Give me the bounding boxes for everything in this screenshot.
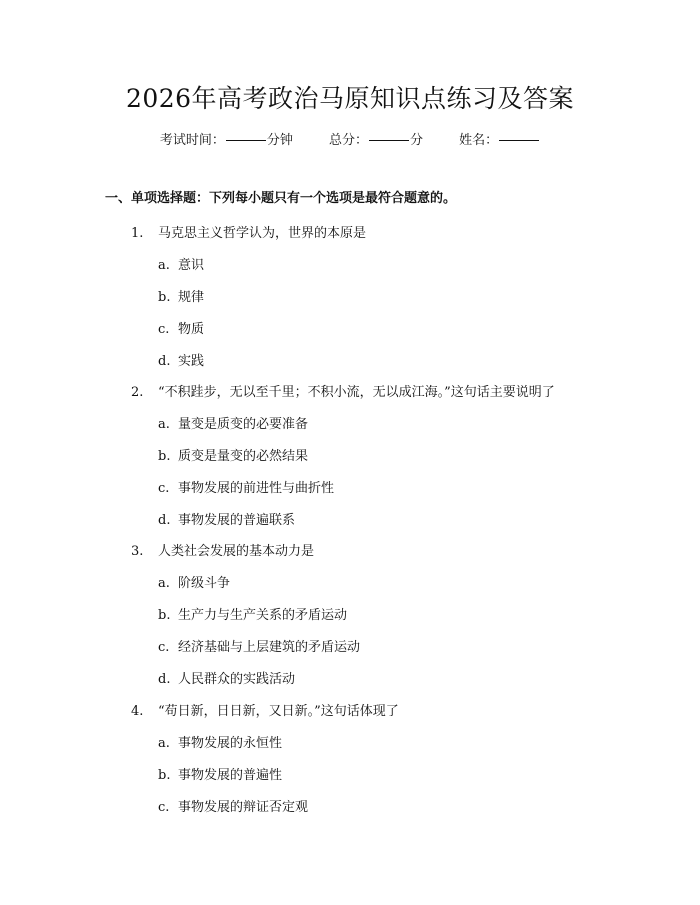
option-text: 实践 — [178, 354, 205, 369]
question-4-option-b — [158, 767, 282, 785]
time-blank — [226, 140, 266, 141]
question-number: 3. — [131, 544, 144, 559]
question-3-option-c — [158, 639, 360, 657]
option-label: b. — [158, 449, 171, 464]
option-label: c. — [158, 800, 170, 815]
exam-score — [329, 132, 423, 150]
question-text: “不积跬步，无以至千里；不积小流，无以成江海。”这句话主要说明了 — [158, 385, 555, 400]
question-2-option-d — [158, 512, 295, 530]
question-1-option-b — [158, 289, 204, 307]
question-3-option-b — [158, 607, 347, 625]
question-1-option-a — [158, 257, 204, 275]
option-text: 事物发展的前进性与曲折性 — [178, 481, 335, 496]
option-label: b. — [158, 608, 171, 623]
question-1 — [131, 225, 366, 243]
option-label: b. — [158, 768, 171, 783]
question-3-option-a — [158, 575, 230, 593]
option-text: 生产力与生产关系的矛盾运动 — [178, 608, 348, 623]
time-unit: 分钟 — [266, 133, 293, 148]
question-2 — [131, 384, 555, 402]
question-2-option-c — [158, 480, 334, 498]
score-label: 总分： — [328, 133, 368, 148]
question-4-option-c — [158, 799, 308, 817]
page-title: 2026年高考政治马原知识点练习及答案 — [125, 84, 575, 113]
question-4-option-a — [158, 735, 282, 753]
name-label: 姓名： — [459, 133, 499, 148]
option-label: a. — [158, 736, 170, 751]
option-text: 量变是质变的必要准备 — [178, 417, 309, 432]
option-label: c. — [158, 481, 170, 496]
question-1-option-c — [158, 321, 204, 339]
question-text: 人类社会发展的基本动力是 — [158, 544, 315, 559]
section-heading: 一、单项选择题：下列每小题只有一个选项是最符合题意的。 — [105, 191, 457, 206]
option-text: 事物发展的永恒性 — [178, 736, 283, 751]
option-label: d. — [158, 354, 171, 369]
time-label: 考试时间： — [159, 133, 225, 148]
option-label: a. — [158, 576, 170, 591]
question-3 — [131, 543, 314, 561]
student-name — [459, 132, 540, 150]
question-number: 2. — [131, 385, 144, 400]
question-number: 1. — [131, 226, 144, 241]
option-text: 事物发展的辩证否定观 — [178, 800, 309, 815]
option-text: 规律 — [178, 290, 205, 305]
question-text: “苟日新，日日新，又日新。”这句话体现了 — [158, 704, 399, 719]
option-label: a. — [158, 417, 170, 432]
option-label: d. — [158, 672, 171, 687]
option-label: c. — [158, 640, 170, 655]
option-text: 人民群众的实践活动 — [178, 672, 296, 687]
option-text: 阶级斗争 — [178, 576, 231, 591]
option-label: a. — [158, 258, 170, 273]
option-text: 物质 — [178, 322, 205, 337]
question-2-option-a — [158, 416, 308, 434]
option-text: 经济基础与上层建筑的矛盾运动 — [178, 640, 361, 655]
score-unit: 分 — [410, 133, 424, 148]
option-text: 事物发展的普遍联系 — [178, 513, 296, 528]
question-4 — [131, 703, 399, 721]
exam-time — [160, 132, 293, 150]
name-blank — [499, 140, 539, 141]
option-label: c. — [158, 322, 170, 337]
exam-meta — [0, 132, 700, 150]
question-3-option-d — [158, 671, 295, 689]
question-2-option-b — [158, 448, 308, 466]
score-blank — [369, 140, 409, 141]
option-text: 质变是量变的必然结果 — [178, 449, 309, 464]
question-number: 4. — [131, 704, 144, 719]
question-text: 马克思主义哲学认为，世界的本原是 — [158, 226, 367, 241]
option-text: 事物发展的普遍性 — [178, 768, 283, 783]
option-label: b. — [158, 290, 171, 305]
option-label: d. — [158, 513, 171, 528]
question-1-option-d — [158, 353, 204, 371]
option-text: 意识 — [178, 258, 205, 273]
